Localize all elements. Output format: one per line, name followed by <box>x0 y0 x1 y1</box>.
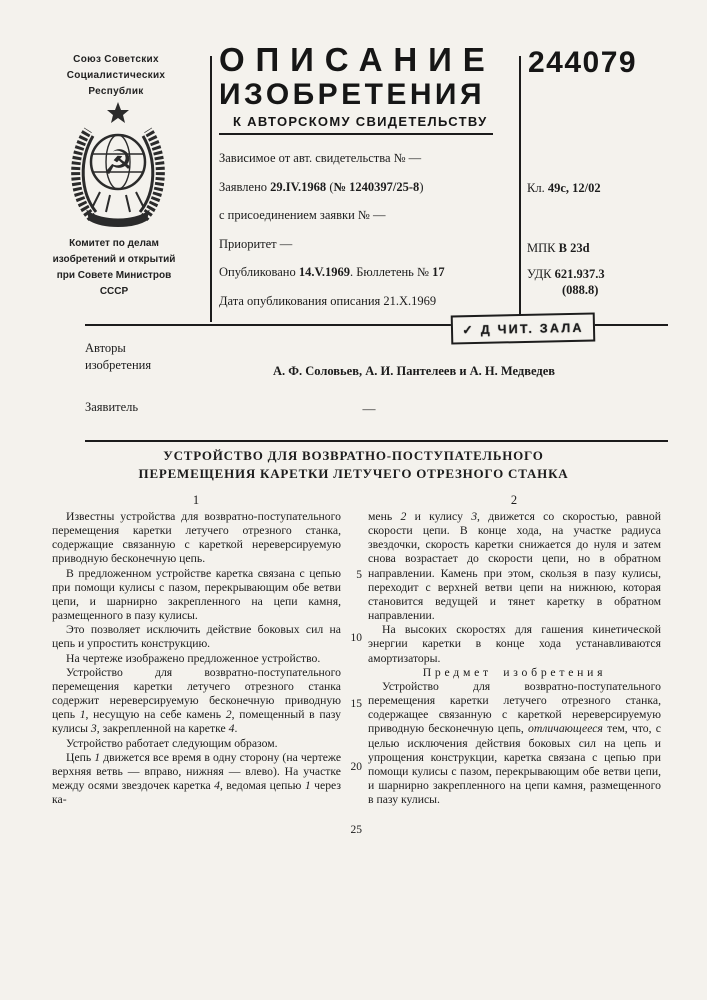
applicant-label: Заявитель <box>85 400 139 414</box>
class-code: Кл. 49c, 12/02 <box>527 181 601 195</box>
country-name <box>22 52 210 100</box>
patent-number: 244079 <box>528 46 638 79</box>
udk-code: УДК 621.937.3 <box>527 267 605 281</box>
invention-title <box>0 447 707 482</box>
body-paragraph: На чертеже изображено предложенное устройство. <box>66 651 321 665</box>
ussr-state-emblem-icon <box>62 100 174 228</box>
claims-heading: Предмет изобретения <box>422 665 607 679</box>
body-column-2 <box>368 510 661 807</box>
body-paragraph: мень 2 и кулису 3, движется со скоростью, равной скорости цепи. В конце хода, на участке радиуса звездочки, скорость каретки снижается до нуля и затем снова возрастает до скорости цепи, но в обратном направлении. Камень при этом, скользя в пазу кулисы, переходит с верхней ветви цепи на нижнюю, которая становится ведущей и тянет каретку в обратном направлении. <box>368 510 662 623</box>
library-stamp: ✓ Д ЧИТ. ЗАЛА <box>451 312 596 344</box>
body-paragraph: Известны устройства для возвратно-поступательного перемещения каретки летучего отрезного станка, содержащие связанную с кареткой нереверсируемую приводную бесконечную цепь. <box>52 510 341 566</box>
metadata-list <box>219 149 515 320</box>
column2-header: 2 <box>510 493 518 507</box>
invention-title-line2: ПЕРЕМЕЩЕНИЯ КАРЕТКИ ЛЕТУЧЕГО ОТРЕЗНОГО СТАНКА <box>138 465 569 481</box>
metadata-line: Дата опубликования описания 21.X.1969 <box>219 293 437 308</box>
metadata-line: с присоединением заявки № — <box>219 208 386 222</box>
vertical-divider-right <box>519 56 521 322</box>
country-line: Социалистических <box>66 70 166 81</box>
body-paragraph: Это позволяет исключить действие боковых сил на цепь и упростить конструкцию. <box>52 623 341 651</box>
horizontal-rule-mid <box>85 440 668 442</box>
committee-line: Комитет по делам <box>69 238 159 249</box>
body-paragraph: В предложенном устройстве каретка связана с цепью при помощи кулисы с пазом, перекрывающим обе ветви цепи, и шарнирно закрепленного на цепи камня, размещенного в пазу кулисы. <box>52 566 341 623</box>
body-paragraph: Устройство для возвратно-поступательного перемещения каретки летучего отрезного станка, содержащее связанную с кареткой нереверсируемую приводную бесконечную цепь, отличающееся тем, что, с целью исключения действия боковых сил на цепь и упрощения конструкции, каретка связана с цепью при помощи кулисы с пазом, перекрывающим обе ветви цепи, и шарнирно закрепленного на цепи камня, размещенного в пазу кулисы. <box>368 679 661 807</box>
body-paragraph: Устройство для возвратно-поступательного перемещения каретки летучего отрезного станка содержит нереверсируемую бесконечную приводную цепь 1, несущую на себе камень 2, помещенный в пазу кулисы 3, закрепленной на каретке 4. <box>52 665 342 736</box>
committee-line: при Совете Министров <box>56 270 172 281</box>
body-column-1 <box>52 510 341 807</box>
udk-code-suffix: (088.8) <box>562 283 599 297</box>
body-paragraph: Устройство работает следующим образом. <box>66 736 278 750</box>
column1-header: 1 <box>192 493 200 507</box>
line-number: 20 <box>350 761 362 773</box>
line-number: 5 <box>356 569 362 581</box>
document-kind-title <box>219 42 519 135</box>
star-icon <box>107 102 129 123</box>
committee-line: изобретений и открытий <box>52 254 176 265</box>
line-number: 10 <box>350 632 362 644</box>
line-number: 15 <box>350 698 362 710</box>
invention-title-line1: УСТРОЙСТВО ДЛЯ ВОЗВРАТНО-ПОСТУПАТЕЛЬНОГО <box>163 448 544 463</box>
metadata-line: Опубликовано 14.V.1969. Бюллетень № 17 <box>219 265 445 279</box>
vertical-divider-left <box>210 56 212 322</box>
metadata-line: Приоритет — <box>219 236 293 251</box>
committee-name <box>18 236 210 300</box>
committee-line: СССР <box>99 286 129 297</box>
metadata-line: Зависимое от авт. свидетельства № — <box>219 151 422 165</box>
title-izobreteniya: ИЗОБРЕТЕНИЯ <box>219 78 485 111</box>
metadata-line: Заявлено 29.IV.1968 (№ 1240397/25-8) <box>219 179 424 194</box>
authors-names: А. Ф. Соловьев, А. И. Пантелеев и А. Н. Медведев <box>272 364 555 378</box>
title-opisanie: ОПИСАНИЕ <box>219 41 496 78</box>
title-subtitle: К АВТОРСКОМУ СВИДЕТЕЛЬСТВУ <box>219 112 493 135</box>
svg-text:☭: ☭ <box>102 143 134 183</box>
body-paragraph: На высоких скоростях для гашения кинетической энергии каретки в конце хода устанавливаются амортизаторы. <box>368 623 661 665</box>
authors-label: Авторы изобретения <box>85 341 152 372</box>
mpk-code: МПК B 23d <box>527 241 590 255</box>
applicant-value: — <box>362 401 376 416</box>
country-line: Союз Советских <box>73 54 159 65</box>
country-line: Республик <box>88 86 144 97</box>
line-number: 25 <box>350 824 362 836</box>
body-paragraph: Цепь 1 движется все время в одну сторону (на чертеже верхняя ветвь — вправо, нижняя — влево). На участке между осями звездочек каретка 4, ведомая цепью 1 через ка- <box>52 750 342 807</box>
